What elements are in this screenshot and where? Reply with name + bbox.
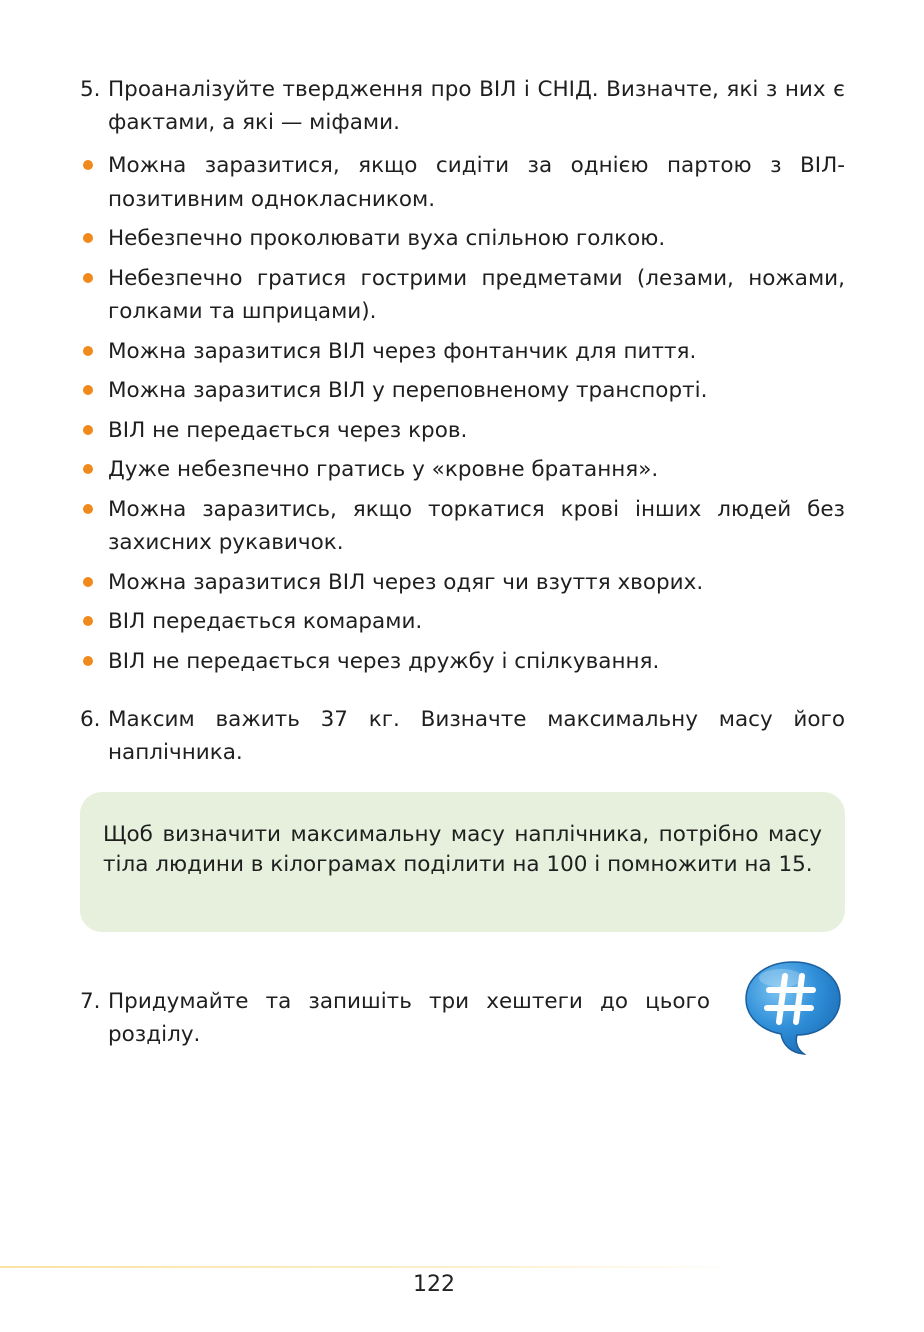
bullet-dot-icon	[83, 464, 93, 474]
statement-item: ВІЛ не передається через дружбу і спілкування.	[80, 645, 845, 679]
question-5-text: Проаналізуйте твердження про ВІЛ і СНІД. Визначте, які з них є фактами, а які — міфами.	[108, 77, 845, 135]
bullet-dot-icon	[83, 504, 93, 514]
footer-divider	[0, 1266, 750, 1268]
bullet-dot-icon	[83, 160, 93, 170]
bullet-dot-icon	[83, 233, 93, 243]
bullet-dot-icon	[83, 273, 93, 283]
question-6	[80, 703, 845, 769]
statement-item: Можна заразитися ВІЛ у переповненому транспорті.	[80, 374, 845, 408]
question-7-number: 7.	[80, 989, 101, 1014]
statement-item: ВІЛ передається комарами.	[80, 605, 845, 639]
question-6-text: Максим важить 37 кг. Визначте максимальну масу його наплічника.	[108, 707, 845, 765]
question-5	[80, 73, 845, 139]
statement-item: Можна заразитися ВІЛ через фонтанчик для пиття.	[80, 335, 845, 369]
question-7-text: Придумайте та запишіть три хештеги до цього розділу.	[108, 989, 710, 1047]
question-7	[80, 985, 710, 1051]
question-5-number: 5.	[80, 77, 101, 102]
statement-item: Небезпечно гратися гострими предметами (лезами, ножами, голками та шприцами).	[80, 262, 845, 329]
bullet-dot-icon	[83, 425, 93, 435]
bullet-dot-icon	[83, 656, 93, 666]
statements-list	[80, 149, 845, 684]
bullet-dot-icon	[83, 385, 93, 395]
bullet-dot-icon	[83, 577, 93, 587]
page-number: 122	[413, 1272, 455, 1297]
statement-item: Небезпечно проколювати вуха спільною голкою.	[80, 222, 845, 256]
statement-item: ВІЛ не передається через кров.	[80, 414, 845, 448]
hint-text: Щоб визначити максимальну масу наплічника, потрібно масу тіла людини в кілограмах поділити на 100 і помножити на 15.	[103, 822, 822, 877]
hashtag-speech-bubble-icon	[741, 958, 845, 1058]
statement-item: Дуже небезпечно гратись у «кровне братання».	[80, 453, 845, 487]
bullet-dot-icon	[83, 346, 93, 356]
statement-item: Можна заразитися, якщо сидіти за однією партою з ВІЛ-позитивним однокласником.	[80, 149, 845, 216]
question-6-number: 6.	[80, 707, 101, 732]
statement-item: Можна заразитися ВІЛ через одяг чи взуття хворих.	[80, 566, 845, 600]
bullet-dot-icon	[83, 616, 93, 626]
statement-item: Можна заразитись, якщо торкатися крові інших людей без захисних рукавичок.	[80, 493, 845, 560]
hint-box	[80, 792, 845, 932]
